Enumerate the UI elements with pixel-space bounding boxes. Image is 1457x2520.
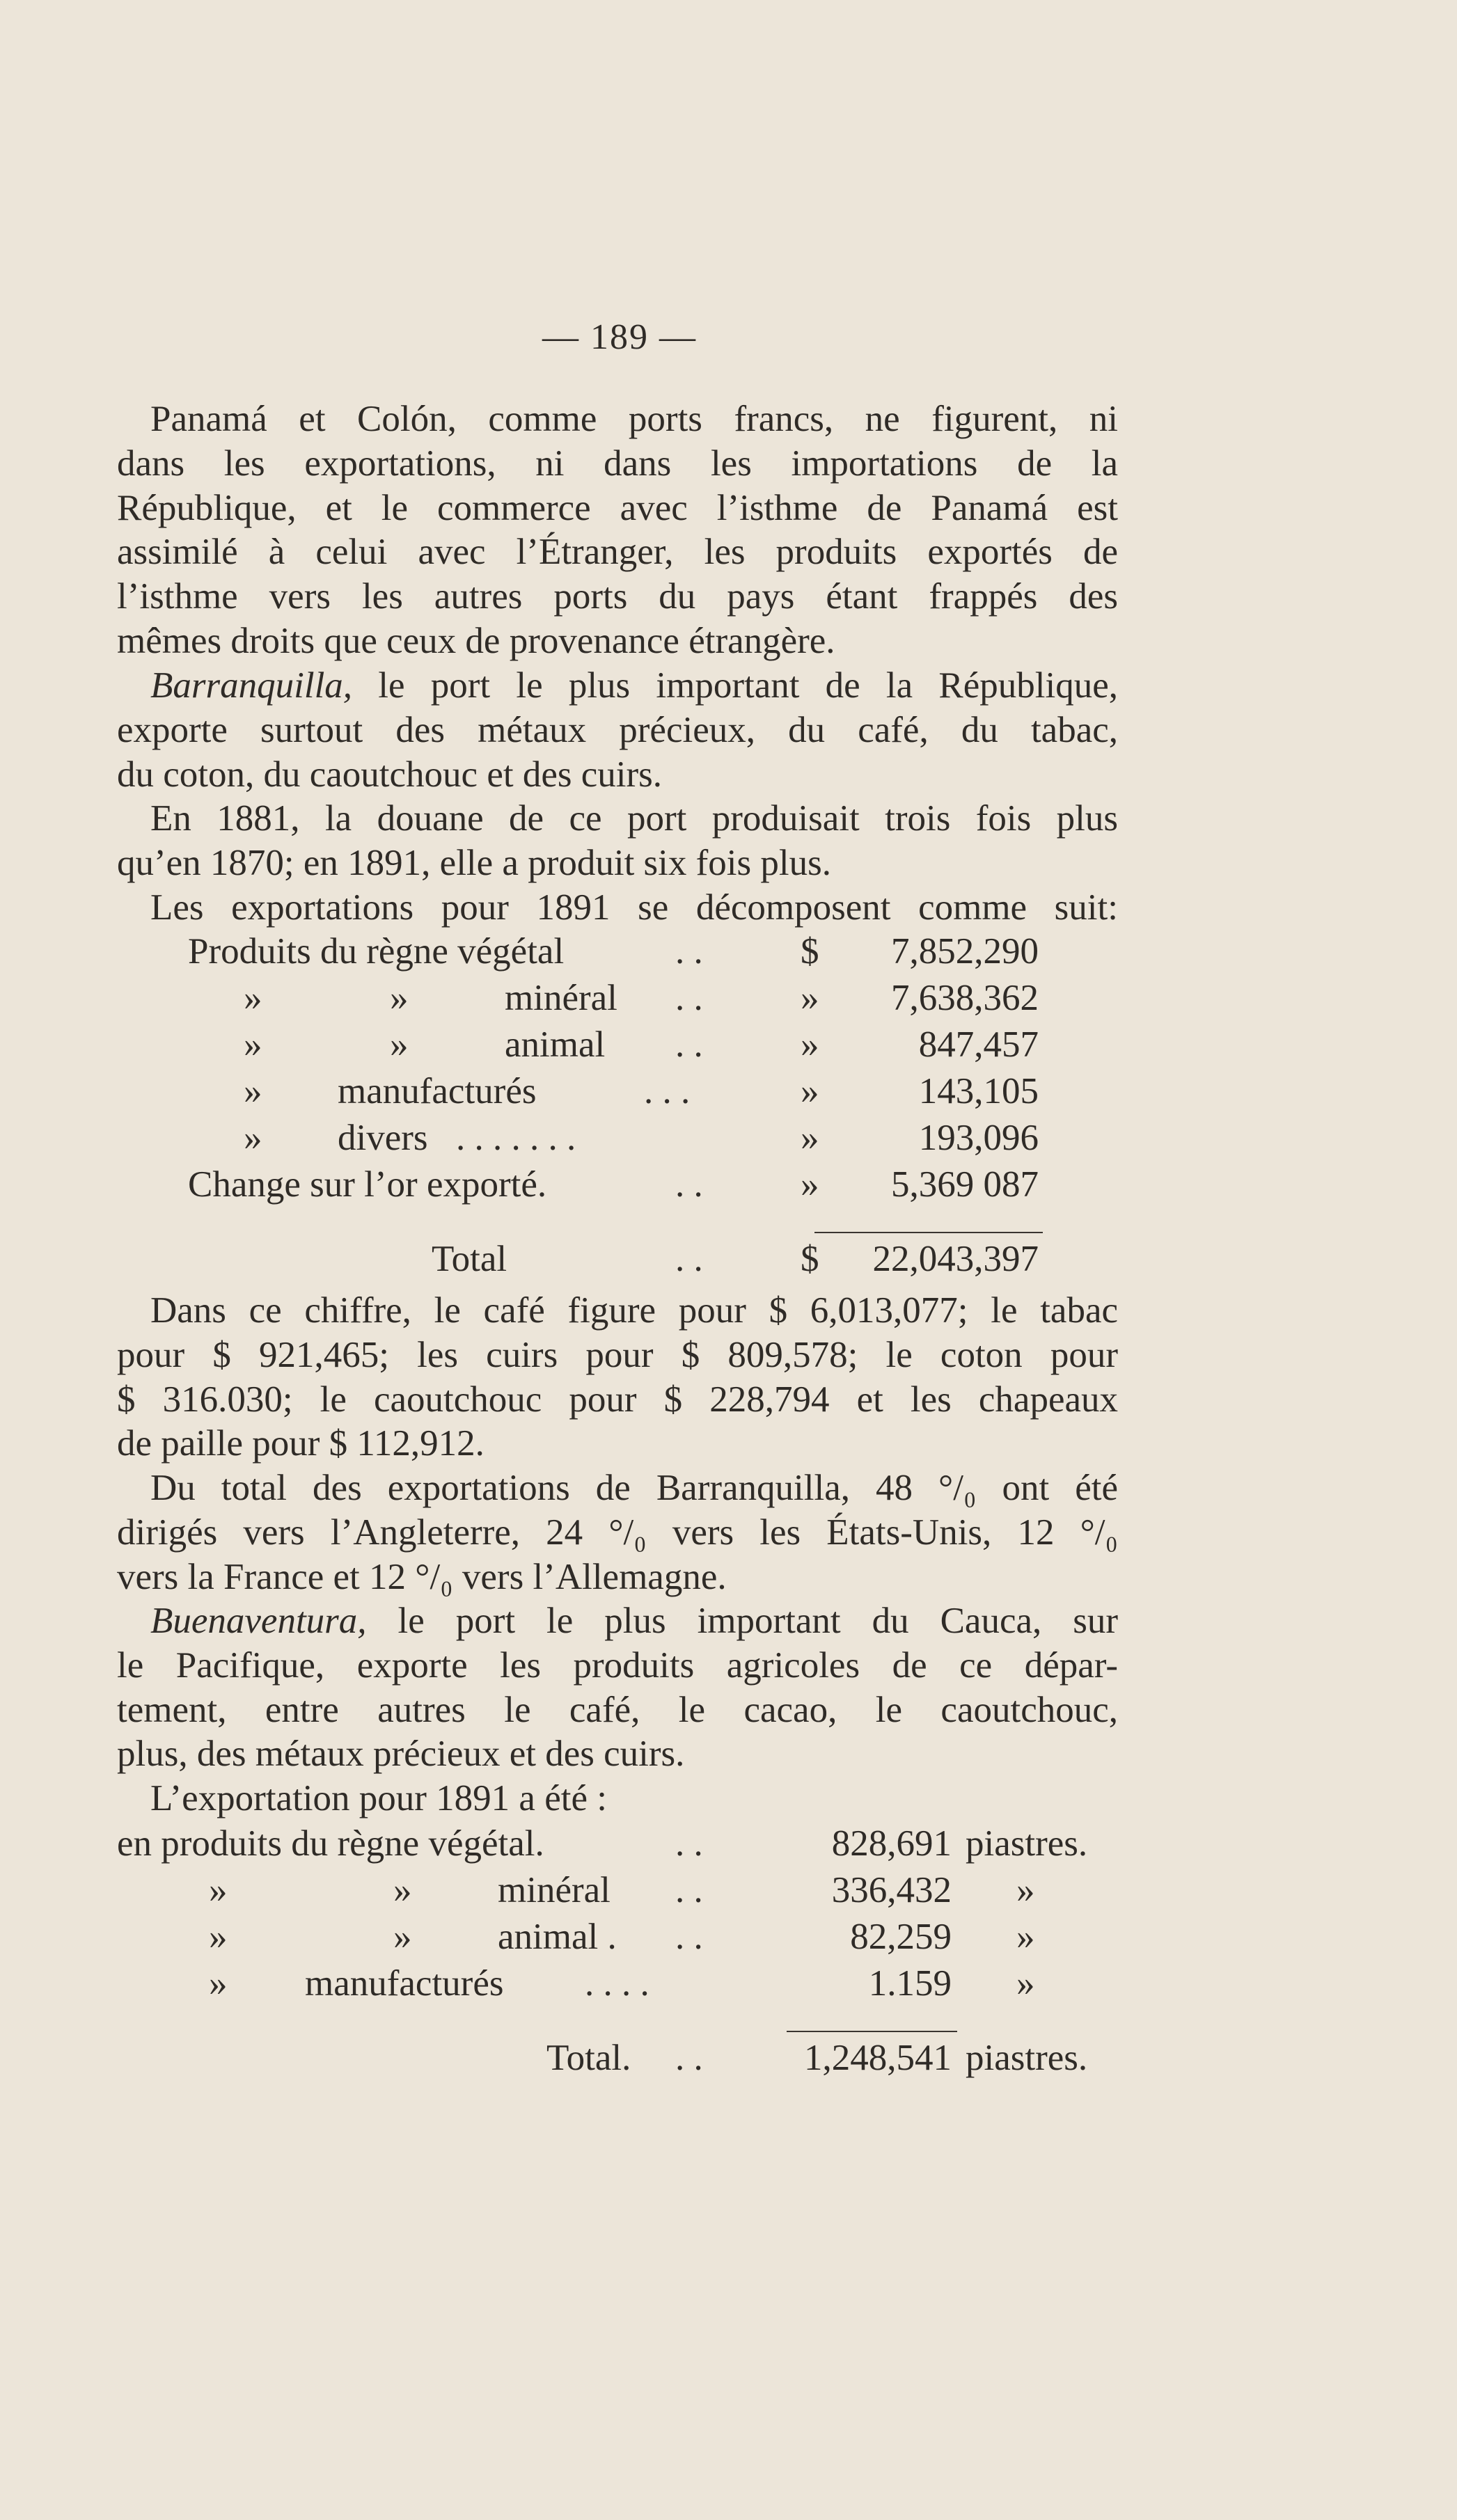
table-row: » » minéral . . » 7,638,362 [244,978,1039,1018]
table-row: » » minéral . . 336,432 » [209,1870,1035,1910]
text-line: assimilé à celui avec l’Étranger, les produits exportés de [117,532,1118,573]
text-line: mêmes droits que ceux de provenance étrangère. [117,620,835,661]
paragraph-buenaventura [117,1599,1118,1777]
paragraph-exportation-1891 [117,1777,1118,1821]
table-row: » manufacturés . . . . 1.159 » [209,1963,1035,2004]
text-line: Panamá et Colón, comme ports francs, ne figurent, ni [150,399,1118,439]
text-line: de paille pour $ 112,912. [117,1423,485,1464]
table-row: » » animal . . » 847,457 [244,1024,1039,1065]
place-name: Barranquilla, [150,665,353,706]
table-row: » » animal . . . 82,259 » [209,1917,1035,1957]
text-line: Les exportations pour 1891 se décomposent comme suit: [150,887,1118,928]
text-line: Buenaventura, le port le plus important du Cauca, sur [150,1601,1118,1641]
text-line: Du total des exportations de Barranquilla, 48 °/₀ ont été [150,1468,1118,1508]
table-row: » manufacturés . . . » 143,105 [244,1071,1039,1111]
paragraph-panama [117,397,1118,664]
text-line: vers la France et 12 °/₀ vers l’Allemagne. [117,1556,727,1597]
text-line: plus, des métaux précieux et des cuirs. [117,1734,685,1775]
sum-rule [814,1232,1043,1233]
text-line: Barranquilla, le port le plus important de la République, [150,665,1118,706]
paragraph-exportations-intro [117,886,1118,930]
table-row: » divers . . . . . . . » 193,096 [244,1118,1039,1158]
text-line: République, et le commerce avec l’isthme de Panamá est [117,487,1118,528]
text-line: le Pacifique, exporte les produits agricoles de ce dépar- [117,1645,1118,1686]
text-line: pour $ 921,465; les cuirs pour $ 809,578; le coton pour [117,1334,1118,1375]
text-line: du coton, du caoutchouc et des cuirs. [117,754,662,795]
text-line: Dans ce chiffre, le café figure pour $ 6,013,077; le tabac [150,1290,1118,1331]
table-row: en produits du règne végétal. . . 828,691 piastres. [117,1823,1088,1864]
paragraph-barranquilla [117,664,1118,797]
text-line: tement, entre autres le café, le cacao, le caoutchouc, [117,1689,1118,1730]
sum-rule [787,2031,957,2032]
text-line: dans les exportations, ni dans les importations de la [117,443,1118,484]
table-row: Change sur l’or exporté. . . » 5,369 087 [188,1164,1039,1205]
text-line: l’isthme vers les autres ports du pays étant frappés des [117,576,1118,617]
table-total-row: Total. . . 1,248,541 piastres. [546,2038,1088,2078]
place-name: Buenaventura, [150,1601,367,1641]
text-line: En 1881, la douane de ce port produisait trois fois plus [150,798,1118,839]
paragraph-cafe [117,1289,1118,1466]
paragraph-destinations [117,1466,1118,1599]
text-line: qu’en 1870; en 1891, elle a produit six fois plus. [117,842,831,883]
table-row: Produits du règne végétal . . $ 7,852,290 [188,931,1039,972]
text-line: $ 316.030; le caoutchouc pour $ 228,794 et les chapeaux [117,1379,1118,1420]
text-line: exporte surtout des métaux précieux, du café, du tabac, [117,709,1118,750]
page-number: — 189 — [542,317,697,357]
text-line: dirigés vers l’Angleterre, 24 °/₀ vers les États-Unis, 12 °/₀ [117,1512,1118,1553]
table-total-row: Total . . $ 22,043,397 [432,1239,1039,1279]
paragraph-douane [117,797,1118,886]
text-line: L’exportation pour 1891 a été : [150,1778,607,1818]
